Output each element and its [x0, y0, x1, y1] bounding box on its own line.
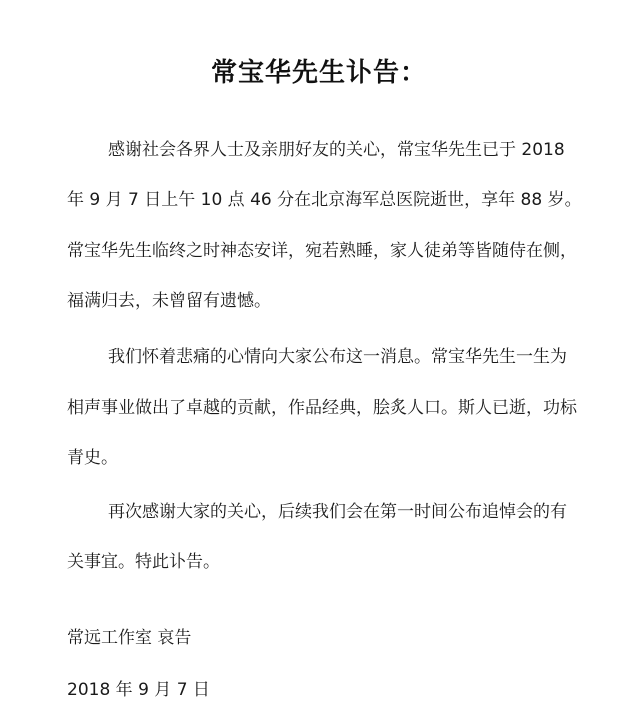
paragraph1-line-4: 福满归去，未曾留有遗憾。 — [67, 291, 271, 311]
signature: 常远工作室 哀告 — [67, 628, 192, 648]
paragraph2-line-2: 相声事业做出了卓越的贡献，作品经典，脍炙人口。斯人已逝，功标 — [67, 398, 577, 418]
paragraph2-line-3: 青史。 — [67, 448, 118, 468]
paragraph1-line-1: 感谢社会各界人士及亲朋好友的关心，常宝华先生已于 2018 — [108, 140, 565, 160]
paragraph3-line-1: 再次感谢大家的关心，后续我们会在第一时间公布追悼会的有 — [108, 502, 567, 522]
document-date: 2018 年 9 月 7 日 — [67, 680, 210, 700]
document-title: 常宝华先生讣告： — [210, 58, 427, 88]
paragraph1-line-3: 常宝华先生临终之时神态安详，宛若熟睡，家人徒弟等皆随侍在侧， — [67, 241, 577, 261]
paragraph2-line-1: 我们怀着悲痛的心情向大家公布这一消息。常宝华先生一生为 — [108, 347, 567, 367]
paragraph3-line-2: 关事宜。特此讣告。 — [67, 552, 220, 572]
paragraph1-line-2: 年 9 月 7 日上午 10 点 46 分在北京海军总医院逝世，享年 88 岁。 — [67, 190, 582, 210]
